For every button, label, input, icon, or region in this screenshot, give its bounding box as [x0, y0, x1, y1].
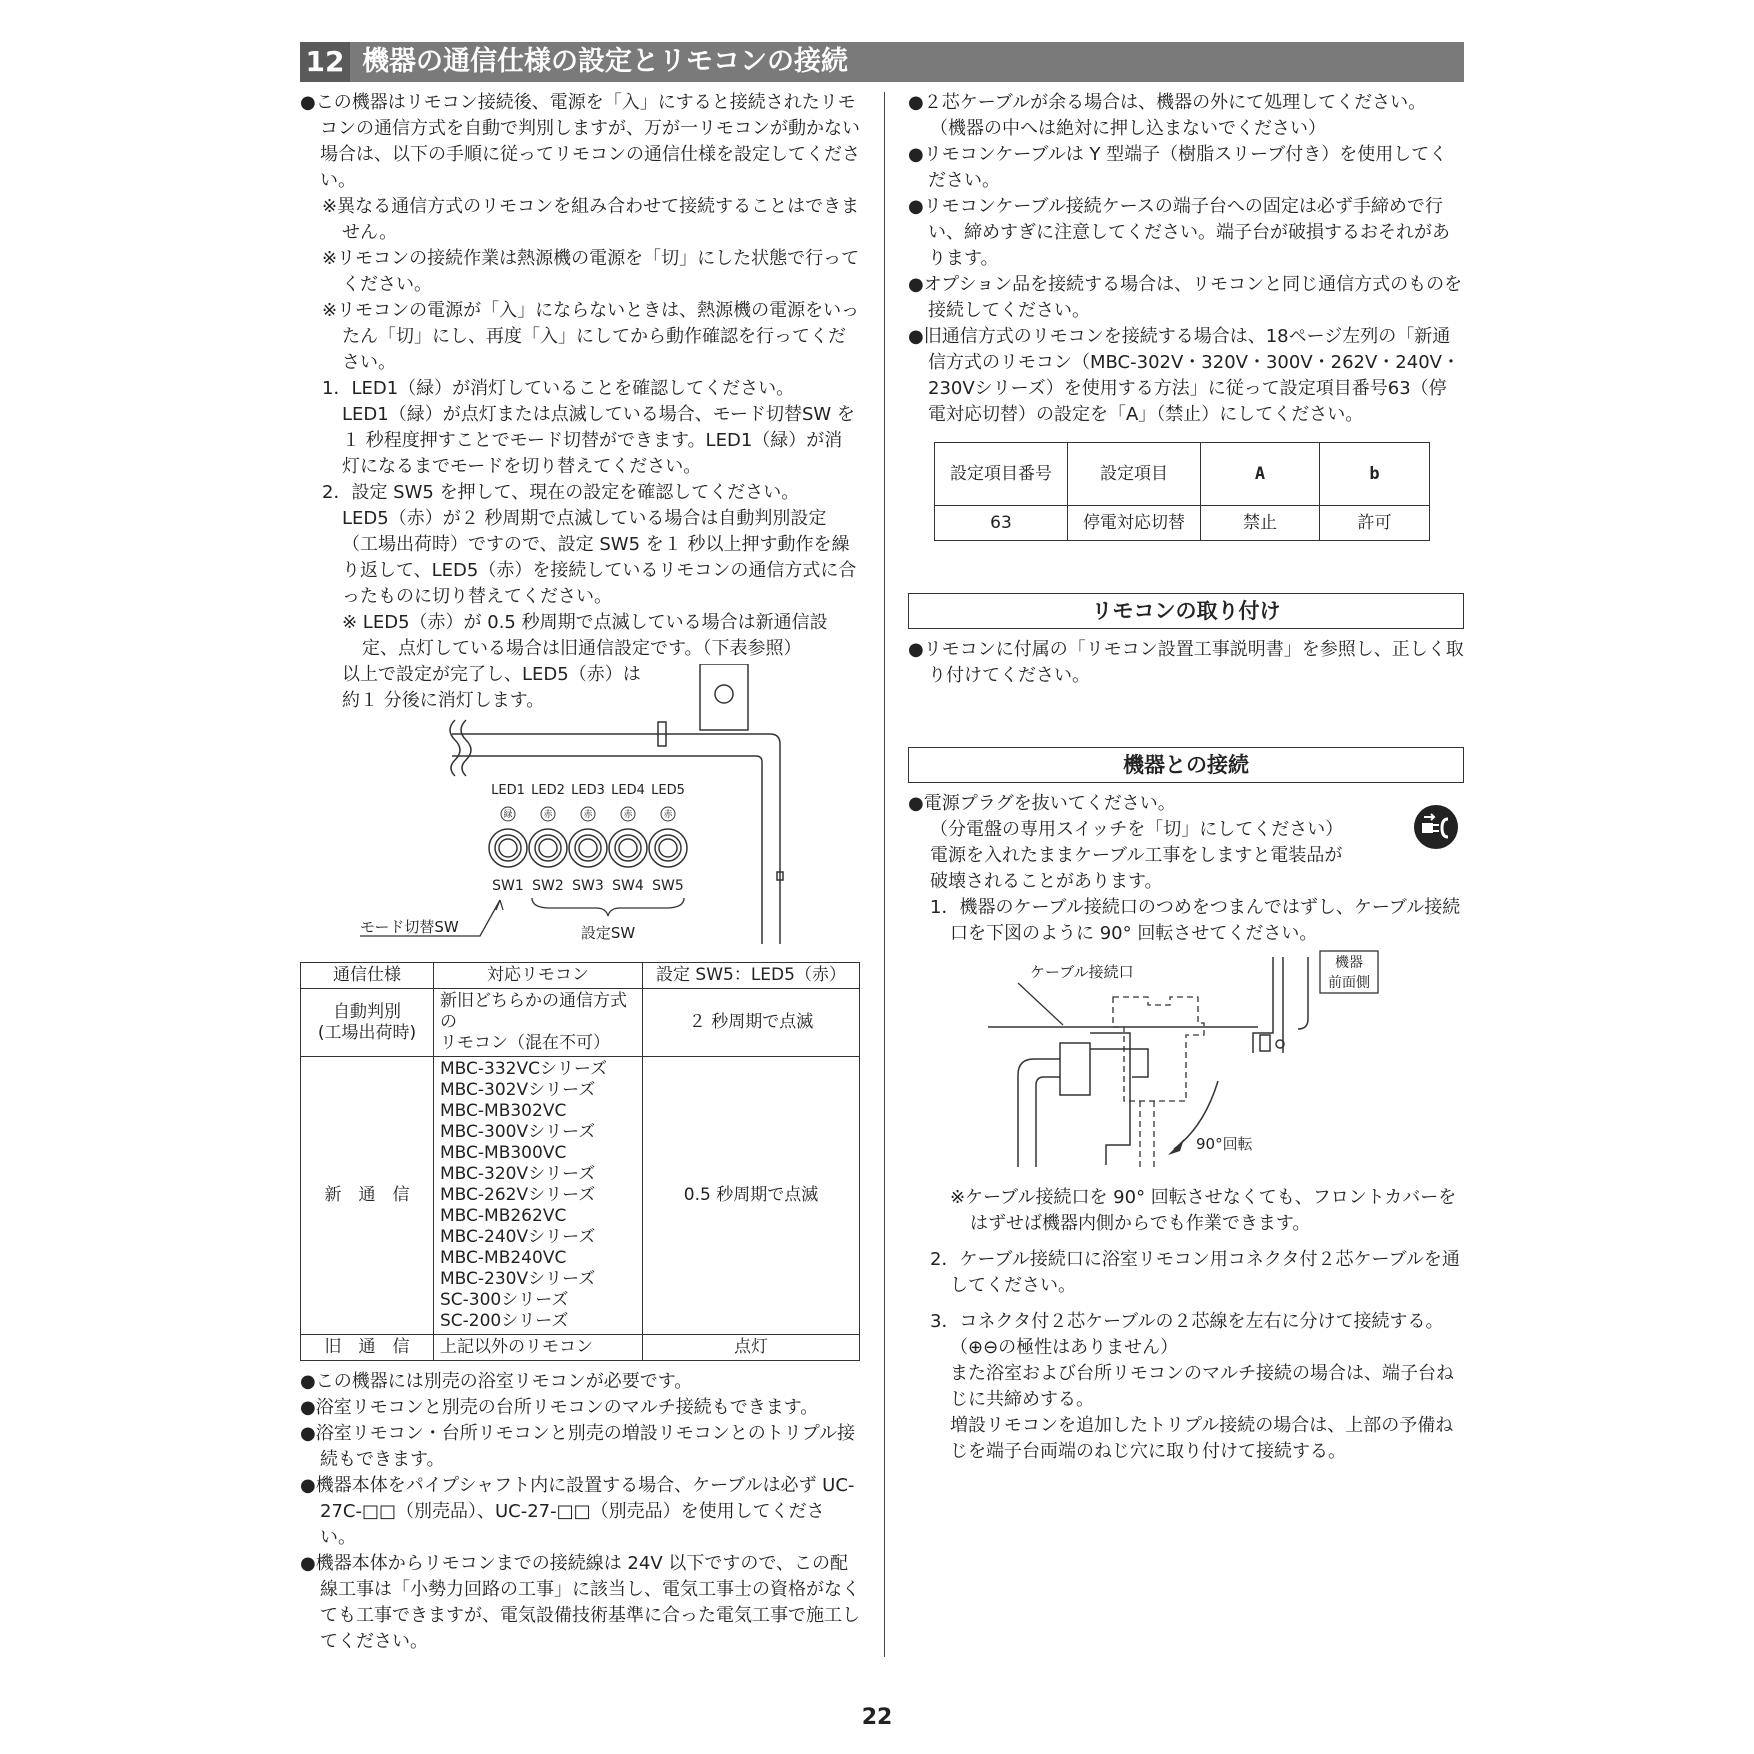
connect-step-3-b: また浴室および台所リモコンのマルチ接続の場合は、端子台ねじに共締めする。 — [950, 1363, 1454, 1410]
table-cell: 新 通 信 — [301, 1057, 434, 1335]
auto-remote-line-2: リモコン（混在不可） — [440, 1033, 610, 1053]
table-cell: 点灯 — [643, 1335, 860, 1361]
segment-display-b: b — [1320, 443, 1430, 506]
connect-note: ※ケーブル接続口を 90° 回転させなくても、フロントカバーをはずせば機器内側からでも作業できます。 — [950, 1187, 1457, 1234]
setting-sw-label: 設定SW — [580, 924, 636, 942]
svg-text:赤: 赤 — [623, 810, 633, 820]
step-1: 1．LED1（緑）が消灯していることを確認してください。 — [322, 378, 795, 399]
svg-text:赤: 赤 — [543, 810, 553, 820]
table-row — [301, 989, 860, 1057]
table-cell: ２ 秒周期で点滅 — [643, 989, 860, 1057]
led-indicator-5 — [661, 807, 675, 821]
right-bullet-5: ●旧通信方式のリモコンを接続する場合は、18ページ左列の「新通信方式のリモコン（MBC-302V・320V・300V・262V・240V・230Vシリーズ）を使用する方法」に従って設定項目番号63（停電対応切替）の設定を「A」（禁止）にしてください。 — [908, 326, 1460, 425]
note-2: ※リモコンの接続作業は熱源機の電源を「切」にした状態で行ってください。 — [322, 248, 860, 295]
led-label-4: LED4 — [611, 783, 645, 798]
switch-button-4 — [609, 829, 647, 867]
bottom-bullet-5: ●機器本体からリモコンまでの接続線は 24V 以下ですので、この配線工事は「小勢力回路の工事」に該当し、電気工事士の資格がなくても工事できますが、電気設備技術基準に合った電気工事で施工してください。 — [300, 1553, 860, 1652]
auto-spec-line-1: 自動判別 — [333, 1001, 401, 1022]
setting-code-table — [934, 442, 1430, 541]
led-indicator-4 — [621, 807, 635, 821]
connect-text-2: （分電盤の専用スイッチを「切」にしてください） — [930, 819, 1344, 840]
step-2: 2．設定 SW5 を押して、現在の設定を確認してください。 — [322, 482, 800, 503]
table-cell: 上記以外のリモコン — [434, 1335, 643, 1361]
remote-model: MBC-MB300VC — [440, 1143, 567, 1163]
remote-model: MBC-230Vシリーズ — [440, 1269, 596, 1289]
table-header: 設定項目 — [1068, 443, 1201, 506]
connect-text-1: ●電源プラグを抜いてください。 — [908, 793, 1176, 814]
table-cell: 旧 通 信 — [301, 1335, 434, 1361]
sw-label-2: SW2 — [532, 878, 564, 894]
right-bullet-1-sub: （機器の中へは絶対に押し込まないでください） — [930, 118, 1326, 139]
remote-model: MBC-MB240VC — [440, 1248, 567, 1268]
sw-label-3: SW3 — [572, 878, 604, 894]
table-header: 設定 SW5：LED5（赤） — [643, 963, 860, 989]
remote-model: MBC-240Vシリーズ — [440, 1227, 596, 1247]
remote-model: MBC-MB302VC — [440, 1101, 567, 1121]
svg-text:緑: 緑 — [503, 810, 513, 820]
connect-step-3-c: 増設リモコンを追加したトリプル接続の場合は、上部の予備ねじを端子台両端のねじ穴に取り付けて接続する。 — [950, 1415, 1454, 1462]
led-label-1: LED1 — [491, 783, 525, 798]
diagram-cable-label: ケーブル接続口 — [1030, 963, 1134, 981]
led-label-2: LED2 — [531, 783, 565, 798]
led-label-5: LED5 — [651, 783, 685, 798]
segment-display-a: A — [1201, 443, 1320, 506]
section-title: 機器の通信仕様の設定とリモコンの接続 — [362, 46, 848, 77]
table-row — [301, 1057, 860, 1335]
table-cell — [301, 989, 434, 1057]
table-row — [935, 443, 1430, 506]
note-3: ※リモコンの電源が「入」にならないときは、熱源機の電源をいったん「切」にし、再度「入」にしてから動作確認を行ってください。 — [322, 300, 860, 373]
step-2-detail: LED5（赤）が２ 秒周期で点滅している場合は自動判別設定（工場出荷時）ですので、設定 SW5 を１ 秒以上押す動作を繰り返して、LED5（赤）を接続しているリモコンの通信方式に合ったものに切り替えてください。 — [342, 508, 857, 607]
cable-port-diagram — [908, 949, 1464, 1179]
diagram-rotate-label: 90°回転 — [1196, 1135, 1253, 1153]
step-2-end-1: 以上で設定が完了し、LED5（赤）は — [342, 664, 641, 685]
right-bullet-4: ●オプション品を接続する場合は、リモコンと同じ通信方式のものを接続してください。 — [908, 274, 1463, 321]
remote-model: MBC-320Vシリーズ — [440, 1164, 596, 1184]
note-1: ※異なる通信方式のリモコンを組み合わせて接続することはできません。 — [322, 196, 860, 243]
diagram-front-label-2: 前面側 — [1328, 975, 1370, 991]
table-cell — [434, 1057, 643, 1335]
connect-step-1: 1．機器のケーブル接続口のつめをつまんではずし、ケーブル接続口を下図のように 90° 回転させてください。 — [930, 897, 1461, 944]
switch-button-1 — [489, 829, 527, 867]
table-row — [301, 1335, 860, 1361]
mount-text: ●リモコンに付属の「リモコン設置工事説明書」を参照し、正しく取り付けてください。 — [908, 639, 1464, 686]
connect-step-3: 3．コネクタ付２芯ケーブルの２芯線を左右に分けて接続する。（⊕⊖の極性はありません） — [930, 1311, 1444, 1358]
section-heading-mount: リモコンの取り付け — [908, 593, 1464, 629]
switch-button-3 — [569, 829, 607, 867]
unplug-icon — [1414, 805, 1458, 849]
left-column — [300, 90, 860, 1655]
intro-paragraph: ●この機器はリモコン接続後、電源を「入」にすると接続されたリモコンの通信方式を自動で判別しますが、万が一リモコンが動かない場合は、以下の手順に従ってリモコンの通信仕様を設定してください。 — [300, 92, 860, 191]
table-cell: 禁止 — [1201, 506, 1320, 541]
diagram-front-label-1: 機器 — [1335, 955, 1363, 971]
connect-text-3: 電源を入れたままケーブル工事をしますと電装品が破壊されることがあります。 — [930, 845, 1343, 892]
remote-model: MBC-262Vシリーズ — [440, 1185, 596, 1205]
remote-model: MBC-300Vシリーズ — [440, 1122, 596, 1142]
remote-model: SC-300シリーズ — [440, 1290, 569, 1310]
remote-model: MBC-332VCシリーズ — [440, 1059, 608, 1079]
led-indicator-1 — [501, 807, 515, 821]
table-cell: 許可 — [1320, 506, 1430, 541]
right-bullet-1: ●２芯ケーブルが余る場合は、機器の外にて処理してください。 — [908, 92, 1427, 113]
table-cell: 0.5 秒周期で点滅 — [643, 1057, 860, 1335]
step-2-note: ※ LED5（赤）が 0.5 秒周期で点滅している場合は新通信設定、点灯している場合は旧通信設定です。（下表参照） — [342, 612, 828, 659]
step-2-end-2: 約１ 分後に消灯します。 — [342, 690, 545, 711]
column-divider — [884, 92, 885, 1657]
table-cell: 停電対応切替 — [1068, 506, 1201, 541]
led-indicator-2 — [541, 807, 555, 821]
table-header: 設定項目番号 — [935, 443, 1068, 506]
remote-model: SC-200シリーズ — [440, 1311, 569, 1331]
remote-model: MBC-MB262VC — [440, 1206, 567, 1226]
table-cell: 63 — [935, 506, 1068, 541]
bottom-bullet-1: ●この機器には別売の浴室リモコンが必要です。 — [300, 1371, 693, 1392]
switch-button-5 — [649, 829, 687, 867]
table-header-row — [301, 963, 860, 989]
sw-label-4: SW4 — [612, 878, 644, 894]
svg-text:赤: 赤 — [663, 810, 673, 820]
remote-model: MBC-302Vシリーズ — [440, 1080, 596, 1100]
table-row — [935, 506, 1430, 541]
right-bullet-3: ●リモコンケーブル接続ケースの端子台への固定は必ず手締めで行い、締めすぎに注意してください。端子台が破損するおそれがあります。 — [908, 196, 1450, 269]
sw-label-1: SW1 — [492, 878, 524, 894]
auto-spec-line-2: (工場出荷時) — [317, 1022, 417, 1043]
table-header: 通信仕様 — [301, 963, 434, 989]
table-header: 対応リモコン — [434, 963, 643, 989]
section-number: 12 — [300, 42, 350, 82]
led-indicator-3 — [581, 807, 595, 821]
connect-step-2: 2．ケーブル接続口に浴室リモコン用コネクタ付２芯ケーブルを通してください。 — [930, 1249, 1460, 1296]
bottom-bullet-3: ●浴室リモコン・台所リモコンと別売の増設リモコンとのトリプル接続もできます。 — [300, 1423, 855, 1470]
section-title-bar — [300, 42, 1464, 82]
right-column — [908, 90, 1464, 1465]
right-bullet-2: ●リモコンケーブルは Y 型端子（樹脂スリーブ付き）を使用してください。 — [908, 144, 1448, 191]
led-label-3: LED3 — [571, 783, 605, 798]
table-cell — [434, 989, 643, 1057]
step-1-detail: LED1（緑）が点灯または点滅している場合、モード切替SW を１ 秒程度押すことでモード切替ができます。LED1（緑）が消灯になるまでモードを切り替えてください。 — [342, 404, 855, 477]
sw-label-5: SW5 — [652, 878, 684, 894]
switch-button-2 — [529, 829, 567, 867]
page-number: 22 — [861, 1705, 893, 1730]
communication-table — [300, 962, 860, 1361]
section-heading-connect: 機器との接続 — [908, 747, 1464, 783]
mode-sw-label: モード切替SW — [360, 918, 459, 936]
bottom-bullet-4: ●機器本体をパイプシャフト内に設置する場合、ケーブルは必ず UC-27C-□□（別売品）、UC-27-□□（別売品）を使用してください。 — [300, 1475, 855, 1548]
svg-text:赤: 赤 — [583, 810, 593, 820]
bottom-bullet-2: ●浴室リモコンと別売の台所リモコンのマルチ接続もできます。 — [300, 1397, 819, 1418]
auto-remote-line-1: 新旧どちらかの通信方式の — [440, 991, 627, 1032]
